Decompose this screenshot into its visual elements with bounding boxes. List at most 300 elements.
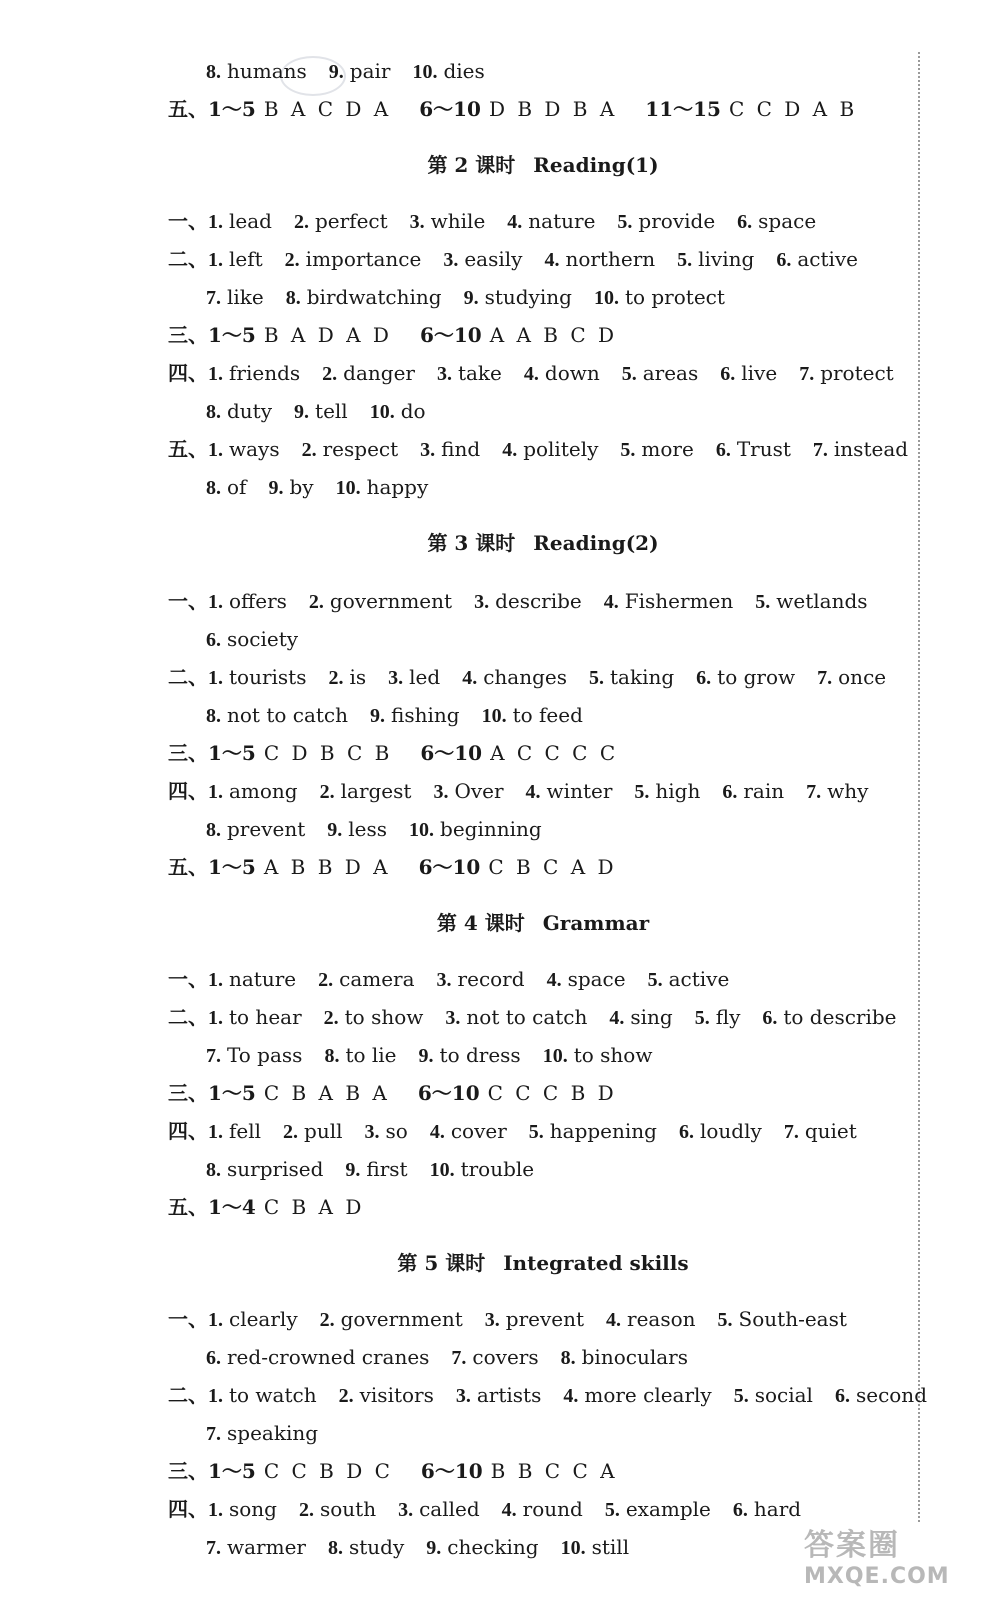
item-answer: do [400,399,426,423]
choice-answers: B B C C A [490,1459,618,1483]
answer-line [168,246,918,273]
item-answer: trouble [460,1157,535,1181]
item-number: 1. [208,211,223,233]
section-label: 二、 [168,247,208,271]
item-number: 9. [345,1159,361,1181]
item-number: 9. [418,1045,434,1067]
choice-range: 6～10 [419,97,481,121]
answer-item [302,436,399,463]
answer-line [168,436,918,463]
section-label: 三、 [168,323,208,347]
answer-item [543,1042,653,1069]
item-answer: artists [476,1383,542,1407]
choice-answers: C C C B D [487,1081,617,1105]
item-answer: provide [638,209,716,233]
item-answer: active [668,967,730,991]
item-answer: Trust [736,437,791,461]
item-answer: is [349,665,367,689]
section-label: 二、 [168,1005,208,1029]
item-number: 1. [208,249,223,271]
choice-group [208,1080,390,1106]
answer-line [168,740,918,766]
answer-item [561,1534,630,1561]
answer-item [206,1344,429,1371]
choice-range: 1～5 [208,323,256,347]
item-answer: loudly [699,1119,762,1143]
answer-item [561,1344,688,1371]
choice-range: 11～15 [645,97,721,121]
item-number: 4. [546,969,562,991]
item-answer: living [698,247,755,271]
item-answer: of [227,475,247,499]
item-number: 4. [563,1385,579,1407]
item-answer: wetlands [776,589,868,613]
choice-answers: C C D A B [728,97,858,121]
item-answer: left [229,247,263,271]
answer-item [345,1156,407,1183]
item-number: 2. [319,1309,335,1331]
item-answer: tell [315,399,348,423]
item-number: 8. [327,1537,343,1559]
item-number: 5. [634,781,650,803]
answer-line [168,778,918,805]
item-answer: largest [340,779,412,803]
item-answer: take [457,361,502,385]
choice-answers: A C C C C [490,741,619,765]
item-number: 4. [507,211,523,233]
item-answer: Fishermen [624,589,734,613]
item-number: 4. [609,1007,625,1029]
item-number: 2. [328,667,344,689]
answer-item [208,1496,277,1523]
choice-range: 6～10 [417,1081,480,1105]
item-number: 7. [817,667,833,689]
answer-item [526,778,613,805]
answer-item [268,474,313,501]
item-answer: space [567,967,626,991]
answer-item [594,284,725,311]
answer-line [206,284,956,311]
item-number: 4. [502,439,518,461]
choice-answers: A A B C D [489,323,618,347]
item-answer: offers [229,589,287,613]
answer-item [327,816,387,843]
item-answer: friends [229,361,301,385]
item-number: 2. [301,439,317,461]
answer-item [286,284,442,311]
choice-answers: B A D A D [263,323,392,347]
item-number: 4. [544,249,560,271]
answer-item [762,1004,896,1031]
answer-item [696,664,795,691]
item-number: 2. [284,249,300,271]
answer-item [716,436,791,463]
item-number: 9. [426,1537,442,1559]
item-number: 7. [206,1045,221,1067]
item-answer: red-crowned cranes [227,1345,430,1369]
choice-answers: A B B D A [263,855,391,879]
item-number: 3. [455,1385,471,1407]
answer-item [733,1496,801,1523]
answer-line [168,854,918,880]
item-number: 9. [294,401,310,423]
section-label: 三、 [168,1459,208,1483]
lesson-title: Reading(1) [533,153,659,177]
item-answer: south [320,1497,377,1521]
answer-item [206,58,307,85]
lesson-number: 第 2 课时 [427,153,516,177]
item-number: 5. [694,1007,710,1029]
item-number: 2. [323,1007,339,1029]
answer-item [502,436,598,463]
section-label: 四、 [168,779,208,803]
item-answer: northern [565,247,656,271]
item-answer: active [797,247,859,271]
item-number: 1. [208,591,223,613]
choice-range: 6～10 [420,1459,483,1483]
item-number: 4. [462,667,478,689]
item-answer: respect [322,437,399,461]
choice-answers: C B C A D [488,855,617,879]
item-answer: dies [443,59,485,83]
item-answer: still [591,1535,630,1559]
item-answer: to show [573,1043,653,1067]
answer-item [485,1306,584,1333]
lesson-heading [168,910,918,936]
item-number: 4. [603,591,619,613]
item-answer: perfect [314,209,388,233]
answer-item [617,208,715,235]
answer-item [324,1004,424,1031]
item-number: 5. [617,211,633,233]
item-number: 5. [677,249,693,271]
answer-item [206,1420,318,1447]
item-number: 6. [834,1385,850,1407]
item-answer: To pass [227,1043,303,1067]
answer-item [604,588,734,615]
lesson-title: Integrated skills [503,1251,689,1275]
answer-item [294,208,388,235]
answer-line [168,1194,918,1220]
choice-range: 1～5 [208,855,256,879]
answer-item [206,1042,302,1069]
answer-line [168,1004,918,1031]
answer-item [388,664,440,691]
answer-line [206,702,956,729]
answer-item [474,588,582,615]
item-answer: among [229,779,298,803]
answer-item [544,246,655,273]
item-answer: covers [472,1345,539,1369]
lesson-title: Grammar [542,911,650,935]
answer-item [426,1534,538,1561]
item-number: 7. [206,1423,221,1445]
section-label: 一、 [168,209,208,233]
answer-item [547,966,626,993]
item-answer: pull [304,1119,343,1143]
item-answer: binoculars [581,1345,688,1369]
item-number: 10. [429,1159,455,1181]
item-number: 2. [283,1121,299,1143]
item-number: 9. [328,61,344,83]
item-answer: to protect [624,285,725,309]
section-label: 五、 [168,1195,208,1219]
answer-item [322,360,415,387]
answer-item [443,246,522,273]
item-answer: warmer [227,1535,306,1559]
choice-group [208,96,391,122]
item-answer: fly [715,1005,741,1029]
item-answer: taking [610,665,675,689]
item-number: 5. [620,439,636,461]
item-answer: to hear [229,1005,302,1029]
item-answer: easily [464,247,523,271]
item-answer: society [227,627,299,651]
choice-group [208,740,392,766]
answer-item [806,778,868,805]
answer-item [718,1306,847,1333]
section-label: 一、 [168,967,208,991]
item-answer: more clearly [584,1383,712,1407]
answer-item [208,588,287,615]
choice-range: 1～5 [208,97,256,121]
answer-item [370,398,426,425]
item-number: 5. [621,363,637,385]
item-number: 7. [806,781,822,803]
answer-item [734,1382,813,1409]
answer-item [320,1306,463,1333]
item-answer: lead [229,209,272,233]
watermark-bottom: MXQE.COM [804,1564,950,1589]
choice-range: 6～10 [418,855,481,879]
choice-group [421,1458,618,1484]
item-number: 8. [285,287,301,309]
answer-item [206,626,298,653]
answer-line [206,474,956,501]
answer-item [208,246,263,273]
item-answer: example [625,1497,711,1521]
answer-item [208,436,280,463]
answer-item [606,1306,696,1333]
item-answer: instead [833,437,909,461]
answer-line [168,208,918,235]
item-number: 3. [436,969,452,991]
answer-item [799,360,894,387]
answer-item [285,246,422,273]
item-number: 9. [370,705,385,727]
item-answer: duty [227,399,273,423]
section-label: 三、 [168,741,208,765]
choice-answers: D B D B A [488,97,618,121]
item-number: 5. [604,1499,620,1521]
item-answer: beginning [440,817,542,841]
item-number: 3. [445,1007,461,1029]
item-answer: sing [630,1005,673,1029]
item-number: 1. [208,1121,223,1143]
section-label: 五、 [168,97,208,121]
choice-range: 1～5 [208,741,256,765]
answer-item [720,360,777,387]
item-answer: cover [450,1119,507,1143]
answer-item [634,778,700,805]
item-answer: visitors [359,1383,434,1407]
item-number: 2. [318,969,334,991]
item-answer: ways [229,437,280,461]
item-number: 4. [525,781,541,803]
item-number: 5. [647,969,663,991]
answer-item [445,1004,587,1031]
item-answer: to watch [229,1383,317,1407]
item-number: 5. [755,591,771,613]
item-answer: so [385,1119,408,1143]
choice-group [208,322,392,348]
item-answer: live [741,361,778,385]
item-number: 6. [715,439,731,461]
answer-item [208,1306,298,1333]
answer-item [784,1118,857,1145]
answer-line [168,1118,918,1145]
answer-item [206,816,305,843]
item-number: 7. [783,1121,799,1143]
answer-item [622,360,699,387]
item-answer: space [758,209,817,233]
answer-item [328,664,366,691]
item-answer: second [855,1383,927,1407]
answer-item [208,966,296,993]
item-answer: pair [349,59,391,83]
item-number: 10. [481,705,507,727]
answer-line [168,1382,927,1409]
answer-line [168,1306,918,1333]
item-number: 3. [388,667,404,689]
choice-answers: C C B D C [263,1459,393,1483]
item-answer: to feed [512,703,583,727]
answer-line [206,1420,956,1447]
item-answer: nature [528,209,596,233]
item-number: 1. [208,1007,223,1029]
answer-item [208,664,306,691]
answer-line [206,58,956,85]
answer-item [328,1534,404,1561]
item-answer: to show [344,1005,424,1029]
item-answer: down [544,361,600,385]
answer-item [208,778,298,805]
item-answer: government [340,1307,463,1331]
item-number: 6. [696,667,712,689]
answer-item [776,246,858,273]
answer-item [502,1496,583,1523]
item-number: 2. [308,591,324,613]
item-number: 8. [206,61,221,83]
section-label: 一、 [168,1307,208,1331]
item-answer: fell [229,1119,262,1143]
item-answer: not to catch [466,1005,588,1029]
choice-group [420,322,617,348]
answer-item [524,360,600,387]
answer-item [409,816,542,843]
item-number: 1. [208,969,223,991]
answer-item [648,966,730,993]
item-answer: prevent [505,1307,585,1331]
answer-line [168,1458,918,1484]
item-number: 3. [433,781,449,803]
answer-item [437,360,502,387]
item-number: 1. [208,667,223,689]
item-number: 4. [429,1121,445,1143]
answer-item [208,1118,261,1145]
item-answer: clearly [229,1307,298,1331]
item-number: 5. [528,1121,544,1143]
item-answer: round [522,1497,583,1521]
item-number: 4. [523,363,539,385]
site-watermark [804,1520,984,1594]
choice-group [419,854,617,880]
item-number: 1. [208,1385,223,1407]
item-answer: changes [483,665,567,689]
item-number: 5. [717,1309,733,1331]
item-number: 6. [678,1121,694,1143]
item-answer: like [227,285,264,309]
answer-item [451,1344,538,1371]
answer-item [722,778,784,805]
answer-item [208,208,272,235]
section-label: 四、 [168,1119,208,1143]
item-answer: speaking [227,1421,319,1445]
item-number: 2. [293,211,309,233]
item-answer: to lie [345,1043,397,1067]
section-label: 四、 [168,361,208,385]
item-number: 1. [208,439,223,461]
answer-item [755,588,867,615]
answer-item [208,1382,317,1409]
section-label: 二、 [168,1383,208,1407]
item-answer: protect [820,361,894,385]
answer-item [283,1118,342,1145]
item-number: 3. [443,249,459,271]
answer-item [437,966,525,993]
item-answer: reason [627,1307,696,1331]
lesson-title: Reading(2) [533,531,659,555]
item-answer: studying [484,285,572,309]
item-answer: happening [549,1119,657,1143]
choice-group [208,1458,393,1484]
item-answer: winter [546,779,613,803]
item-number: 9. [463,287,479,309]
answer-item [206,1534,306,1561]
answer-item [294,398,348,425]
item-answer: politely [523,437,599,461]
item-number: 10. [593,287,619,309]
item-answer: camera [339,967,415,991]
item-number: 1. [208,363,223,385]
answer-item [462,664,567,691]
item-answer: high [655,779,701,803]
answer-line [168,664,918,691]
item-number: 8. [560,1347,576,1369]
item-answer: once [838,665,887,689]
item-answer: by [289,475,314,499]
answer-item [817,664,886,691]
answer-item [336,474,429,501]
item-number: 10. [560,1537,586,1559]
item-number: 2. [319,781,335,803]
item-answer: study [348,1535,405,1559]
item-number: 7. [799,363,815,385]
answer-line [168,1080,918,1106]
section-label: 五、 [168,855,208,879]
item-number: 5. [733,1385,749,1407]
item-number: 9. [268,477,284,499]
